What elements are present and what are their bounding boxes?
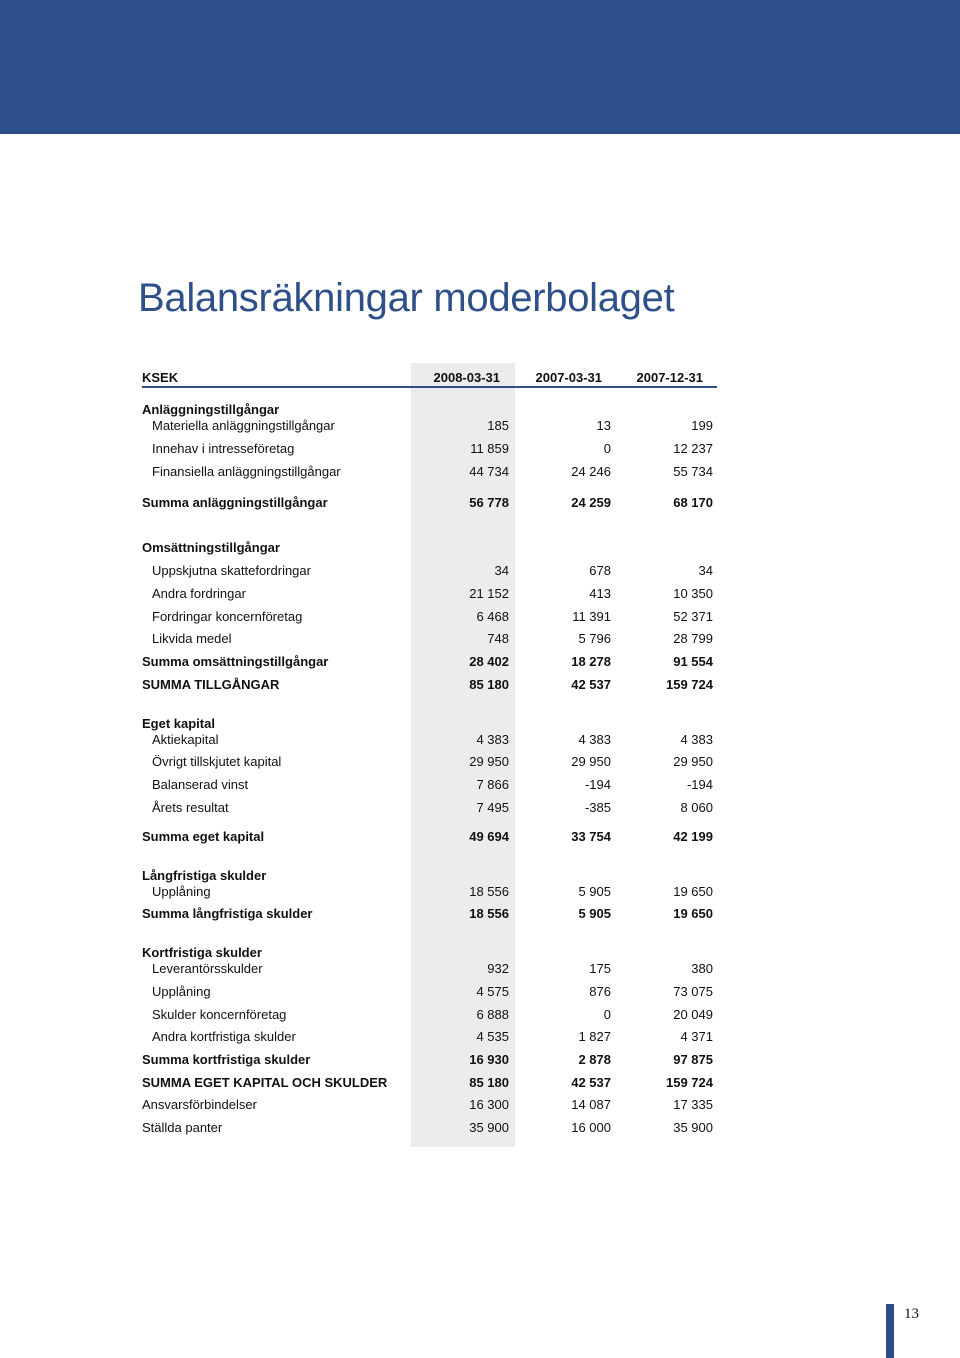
- total-row: [0, 652, 960, 672]
- value-2007-12-31: 20 049: [673, 1007, 713, 1022]
- row-label: Andra fordringar: [152, 586, 246, 601]
- value-2007-03-31: 0: [603, 1007, 611, 1022]
- value-2008-03-31: 34: [494, 563, 509, 578]
- header-col1: 2008-03-31: [433, 370, 500, 385]
- row-label: Långfristiga skulder: [142, 868, 267, 883]
- value-2007-03-31: -194: [584, 777, 611, 792]
- value-2007-03-31: 5 905: [578, 884, 611, 899]
- value-2007-12-31: 42 199: [673, 829, 713, 844]
- value-2007-12-31: -194: [686, 777, 713, 792]
- value-2008-03-31: 16 930: [469, 1052, 509, 1067]
- table-row: [0, 730, 960, 750]
- value-2007-03-31: 413: [589, 586, 611, 601]
- value-2007-03-31: 2 878: [578, 1052, 611, 1067]
- row-label: Aktiekapital: [152, 732, 219, 747]
- row-label: Upplåning: [152, 884, 211, 899]
- value-2007-12-31: 29 950: [673, 754, 713, 769]
- table-row: [0, 439, 960, 459]
- value-2007-03-31: 876: [589, 984, 611, 999]
- value-2007-12-31: 380: [691, 961, 713, 976]
- value-2007-12-31: 35 900: [673, 1120, 713, 1135]
- table-row: [0, 752, 960, 772]
- value-2007-12-31: 17 335: [673, 1097, 713, 1112]
- value-2007-12-31: 159 724: [666, 1075, 713, 1090]
- row-label: Anläggningstillgångar: [142, 402, 280, 417]
- value-2007-12-31: 68 170: [673, 495, 713, 510]
- value-2007-03-31: 14 087: [571, 1097, 611, 1112]
- row-label: Summa kortfristiga skulder: [142, 1052, 311, 1067]
- table-row: [0, 629, 960, 649]
- header-band: [0, 0, 960, 134]
- value-2007-03-31: 33 754: [571, 829, 611, 844]
- row-label: Årets resultat: [152, 800, 229, 815]
- row-label: SUMMA TILLGÅNGAR: [142, 677, 280, 692]
- table-row: [0, 959, 960, 979]
- row-label: Balanserad vinst: [152, 777, 249, 792]
- value-2008-03-31: 85 180: [469, 677, 509, 692]
- table-row: [0, 416, 960, 436]
- value-2007-03-31: 24 259: [571, 495, 611, 510]
- row-label: Upplåning: [152, 984, 211, 999]
- value-2008-03-31: 4 575: [476, 984, 509, 999]
- value-2007-12-31: 4 371: [680, 1029, 713, 1044]
- row-label: Summa långfristiga skulder: [142, 906, 313, 921]
- row-label: Omsättningstillgångar: [142, 540, 280, 555]
- value-2007-12-31: 97 875: [673, 1052, 713, 1067]
- table-row: [0, 882, 960, 902]
- row-label: Likvida medel: [152, 631, 232, 646]
- table-row: [0, 584, 960, 604]
- row-label: Leverantörsskulder: [152, 961, 263, 976]
- value-2007-03-31: 175: [589, 961, 611, 976]
- value-2008-03-31: 56 778: [469, 495, 509, 510]
- value-2007-03-31: 13: [596, 418, 611, 433]
- value-2007-12-31: 52 371: [673, 609, 713, 624]
- value-2008-03-31: 932: [487, 961, 509, 976]
- page-title: Balansräkningar moderbolaget: [138, 276, 675, 320]
- table-row: [0, 775, 960, 795]
- value-2008-03-31: 185: [487, 418, 509, 433]
- value-2007-12-31: 19 650: [673, 884, 713, 899]
- total-row: [0, 493, 960, 513]
- value-2008-03-31: 21 152: [469, 586, 509, 601]
- value-2007-12-31: 4 383: [680, 732, 713, 747]
- value-2007-03-31: 16 000: [571, 1120, 611, 1135]
- value-2008-03-31: 85 180: [469, 1075, 509, 1090]
- table-header: [0, 368, 960, 388]
- page-marker: [886, 1304, 894, 1358]
- value-2008-03-31: 4 383: [476, 732, 509, 747]
- value-2008-03-31: 49 694: [469, 829, 509, 844]
- value-2007-12-31: 91 554: [673, 654, 713, 669]
- row-label: Kortfristiga skulder: [142, 945, 262, 960]
- value-2008-03-31: 6 468: [476, 609, 509, 624]
- value-2008-03-31: 748: [487, 631, 509, 646]
- value-2007-12-31: 199: [691, 418, 713, 433]
- value-2007-03-31: 678: [589, 563, 611, 578]
- header-col3: 2007-12-31: [636, 370, 703, 385]
- table-row: [0, 1027, 960, 1047]
- total-row: [0, 1050, 960, 1070]
- value-2007-12-31: 12 237: [673, 441, 713, 456]
- row-label: SUMMA EGET KAPITAL OCH SKULDER: [142, 1075, 388, 1090]
- row-label: Summa omsättningstillgångar: [142, 654, 329, 669]
- row-label: Övrigt tillskjutet kapital: [152, 754, 282, 769]
- total-row: [0, 827, 960, 847]
- value-2008-03-31: 11 859: [470, 441, 509, 456]
- total-row: [0, 904, 960, 924]
- value-2008-03-31: 7 866: [476, 777, 509, 792]
- row-label: Summa anläggningstillgångar: [142, 495, 328, 510]
- table-row: [0, 1118, 960, 1138]
- value-2007-03-31: 5 905: [578, 906, 611, 921]
- value-2007-03-31: 4 383: [578, 732, 611, 747]
- value-2008-03-31: 18 556: [469, 906, 509, 921]
- value-2007-03-31: 1 827: [578, 1029, 611, 1044]
- value-2007-12-31: 28 799: [673, 631, 713, 646]
- value-2008-03-31: 16 300: [469, 1097, 509, 1112]
- row-label: Andra kortfristiga skulder: [152, 1029, 296, 1044]
- value-2007-03-31: -385: [584, 800, 611, 815]
- row-label: Fordringar koncernföretag: [152, 609, 303, 624]
- row-label: Materiella anläggningstillgångar: [152, 418, 335, 433]
- page-number: 13: [904, 1306, 919, 1322]
- value-2007-03-31: 29 950: [571, 754, 611, 769]
- value-2008-03-31: 6 888: [476, 1007, 509, 1022]
- value-2008-03-31: 7 495: [476, 800, 509, 815]
- value-2008-03-31: 35 900: [469, 1120, 509, 1135]
- value-2007-03-31: 11 391: [572, 609, 611, 624]
- total-row: [0, 675, 960, 695]
- table-row: [0, 1005, 960, 1025]
- value-2007-12-31: 159 724: [666, 677, 713, 692]
- table-row: [0, 798, 960, 818]
- value-2007-03-31: 0: [603, 441, 611, 456]
- value-2007-03-31: 24 246: [571, 464, 611, 479]
- value-2007-12-31: 19 650: [673, 906, 713, 921]
- row-label: Summa eget kapital: [142, 829, 265, 844]
- value-2007-12-31: 10 350: [673, 586, 713, 601]
- value-2008-03-31: 29 950: [469, 754, 509, 769]
- header-rule: [142, 386, 717, 388]
- table-row: [0, 561, 960, 581]
- value-2007-03-31: 18 278: [571, 654, 611, 669]
- value-2008-03-31: 28 402: [469, 654, 509, 669]
- value-2007-03-31: 42 537: [571, 677, 611, 692]
- row-label: Ansvarsförbindelser: [142, 1097, 257, 1112]
- value-2008-03-31: 44 734: [469, 464, 509, 479]
- value-2007-12-31: 73 075: [673, 984, 713, 999]
- value-2007-03-31: 42 537: [571, 1075, 611, 1090]
- row-label: Innehav i intresseföretag: [152, 441, 295, 456]
- row-label: Eget kapital: [142, 716, 215, 731]
- value-2007-03-31: 5 796: [578, 631, 611, 646]
- table-row: [0, 982, 960, 1002]
- table-row: [0, 1095, 960, 1115]
- table-row: [0, 607, 960, 627]
- row-label: Uppskjutna skattefordringar: [152, 563, 311, 578]
- value-2007-12-31: 34: [698, 563, 713, 578]
- value-2007-12-31: 55 734: [673, 464, 713, 479]
- value-2008-03-31: 18 556: [469, 884, 509, 899]
- row-label: Ställda panter: [142, 1120, 223, 1135]
- row-label: Finansiella anläggningstillgångar: [152, 464, 341, 479]
- header-col2: 2007-03-31: [535, 370, 602, 385]
- row-label: Skulder koncernföretag: [152, 1007, 287, 1022]
- value-2008-03-31: 4 535: [476, 1029, 509, 1044]
- value-2007-12-31: 8 060: [680, 800, 713, 815]
- section-heading: [0, 538, 960, 558]
- header-label: KSEK: [142, 370, 179, 385]
- total-row: [0, 1073, 960, 1093]
- table-row: [0, 462, 960, 482]
